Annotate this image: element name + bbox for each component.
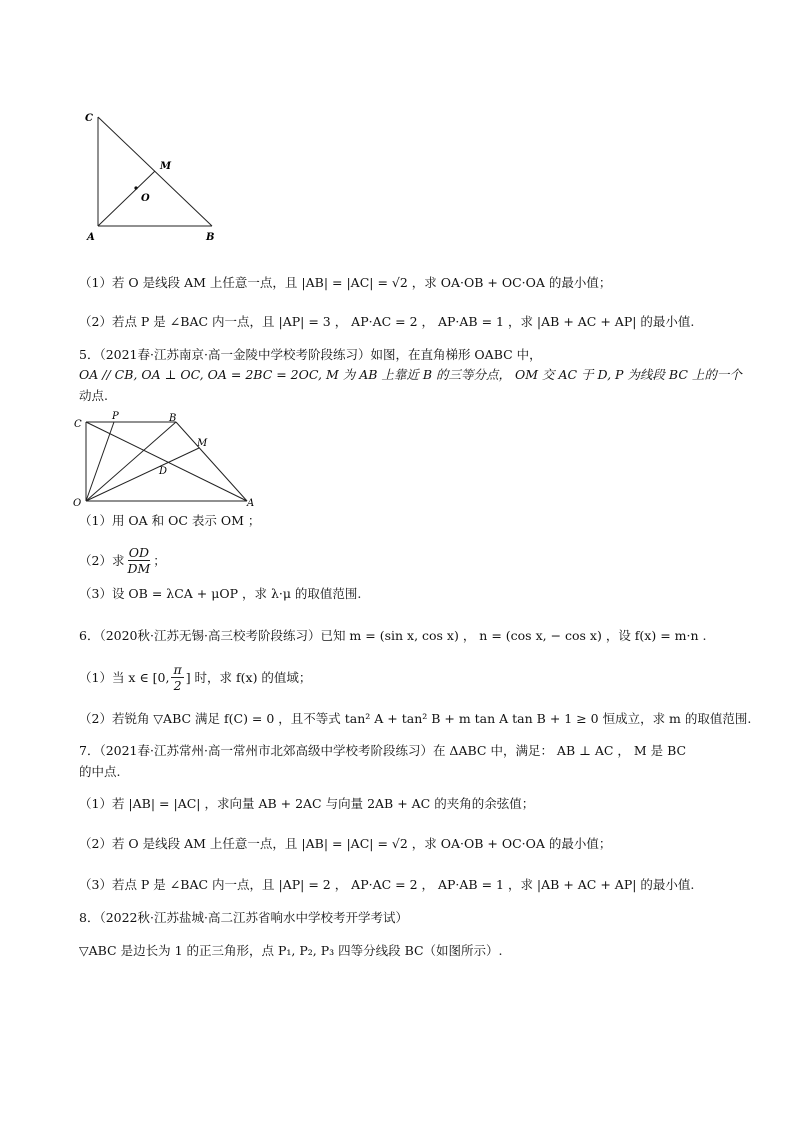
question-6-title: 6．（2020秋·江苏无锡·高三校考阶段练习）已知 m = (sin x, cos x) ， n = (cos x, − cos x) ，设 f(x) = m·n . bbox=[79, 628, 707, 643]
question-5-title: 5．（2021春·江苏南京·高一金陵中学校考阶段练习）如图，在直角梯形 OABC 中， bbox=[79, 347, 542, 362]
q6p1-suffix: ] 时，求 f(x) 的值域； bbox=[185, 669, 312, 685]
label-B: B bbox=[169, 413, 177, 424]
fraction bbox=[171, 662, 183, 693]
question-6-part-1 bbox=[79, 662, 311, 693]
question-5-condition: OA // CB, OA ⊥ OC, OA = 2BC = 2OC, M 为 AB 上靠近 B 的三等分点， OM 交 AC 于 D, P 为线段 BC 上的一个 bbox=[79, 367, 742, 382]
fraction-numerator: π bbox=[173, 662, 182, 677]
label-O: O bbox=[141, 193, 150, 204]
label-B: B bbox=[206, 232, 215, 243]
question-7-title-end: 的中点. bbox=[79, 764, 121, 779]
problem-part-1: （1）若 O 是线段 AM 上任意一点，且 |AB| = |AC| = √2 ，求 OA·OB + OC·OA 的最小值； bbox=[79, 275, 612, 290]
question-7-title: 7．（2021春·江苏常州·高一常州市北郊高级中学校考阶段练习）在 ΔABC 中，满足： AB ⊥ AC ， M 是 BC bbox=[79, 743, 687, 758]
q5p2-prefix: （2）求 bbox=[79, 552, 125, 568]
figure-right-triangle bbox=[80, 105, 230, 250]
label-A: A bbox=[87, 232, 95, 243]
question-5-part-2 bbox=[79, 545, 166, 576]
label-A: A bbox=[247, 498, 255, 509]
problem-part-2: （2）若点 P 是 ∠BAC 内一点，且 |AP| = 3 ， AP·AC = 2 ， AP·AB = 1 ，求 |AB + AC + AP| 的最小值. bbox=[79, 314, 695, 329]
fraction bbox=[127, 545, 150, 576]
label-P: P bbox=[112, 411, 119, 422]
question-5-part-3: （3）设 OB = λCA + μOP ，求 λ·μ 的取值范围. bbox=[79, 586, 362, 601]
question-8-statement: ▽ABC 是边长为 1 的正三角形，点 P₁, P₂, P₃ 四等分线段 BC（如图所示）. bbox=[79, 943, 503, 958]
question-7-part-1: （1）若 |AB| = |AC| ，求向量 AB + 2AC 与向量 2AB + AC 的夹角的余弦值； bbox=[79, 796, 535, 811]
q5p2-suffix: ； bbox=[153, 552, 166, 568]
label-O: O bbox=[73, 498, 82, 509]
question-5-condition-end: 动点. bbox=[79, 388, 108, 403]
label-C: C bbox=[74, 419, 82, 430]
question-5-part-1: （1）用 OA 和 OC 表示 OM ； bbox=[79, 513, 261, 528]
question-7-part-3: （3）若点 P 是 ∠BAC 内一点，且 |AP| = 2 ， AP·AC = 2 ， AP·AB = 1 ，求 |AB + AC + AP| 的最小值. bbox=[79, 877, 695, 892]
figure-trapezoid bbox=[70, 410, 260, 510]
fraction-denominator: 2 bbox=[173, 678, 182, 693]
q6p1-prefix: （1）当 x ∈ [0, bbox=[79, 669, 170, 685]
fraction-denominator: DM bbox=[127, 561, 151, 576]
label-D: D bbox=[159, 466, 168, 477]
question-6-part-2: （2）若锐角 ▽ABC 满足 f(C) = 0 ，且不等式 tan² A + tan² B + m tan A tan B + 1 ≥ 0 恒成立，求 m 的取值范围. bbox=[79, 711, 752, 726]
question-7-part-2: （2）若 O 是线段 AM 上任意一点，且 |AB| = |AC| = √2 ，求 OA·OB + OC·OA 的最小值； bbox=[79, 836, 612, 851]
question-8-title: 8．（2022秋·江苏盐城·高二江苏省响水中学校考开学考试） bbox=[79, 910, 408, 925]
label-M: M bbox=[160, 161, 172, 172]
fraction-numerator: OD bbox=[128, 545, 149, 560]
label-M: M bbox=[197, 438, 208, 449]
label-C: C bbox=[85, 113, 93, 124]
